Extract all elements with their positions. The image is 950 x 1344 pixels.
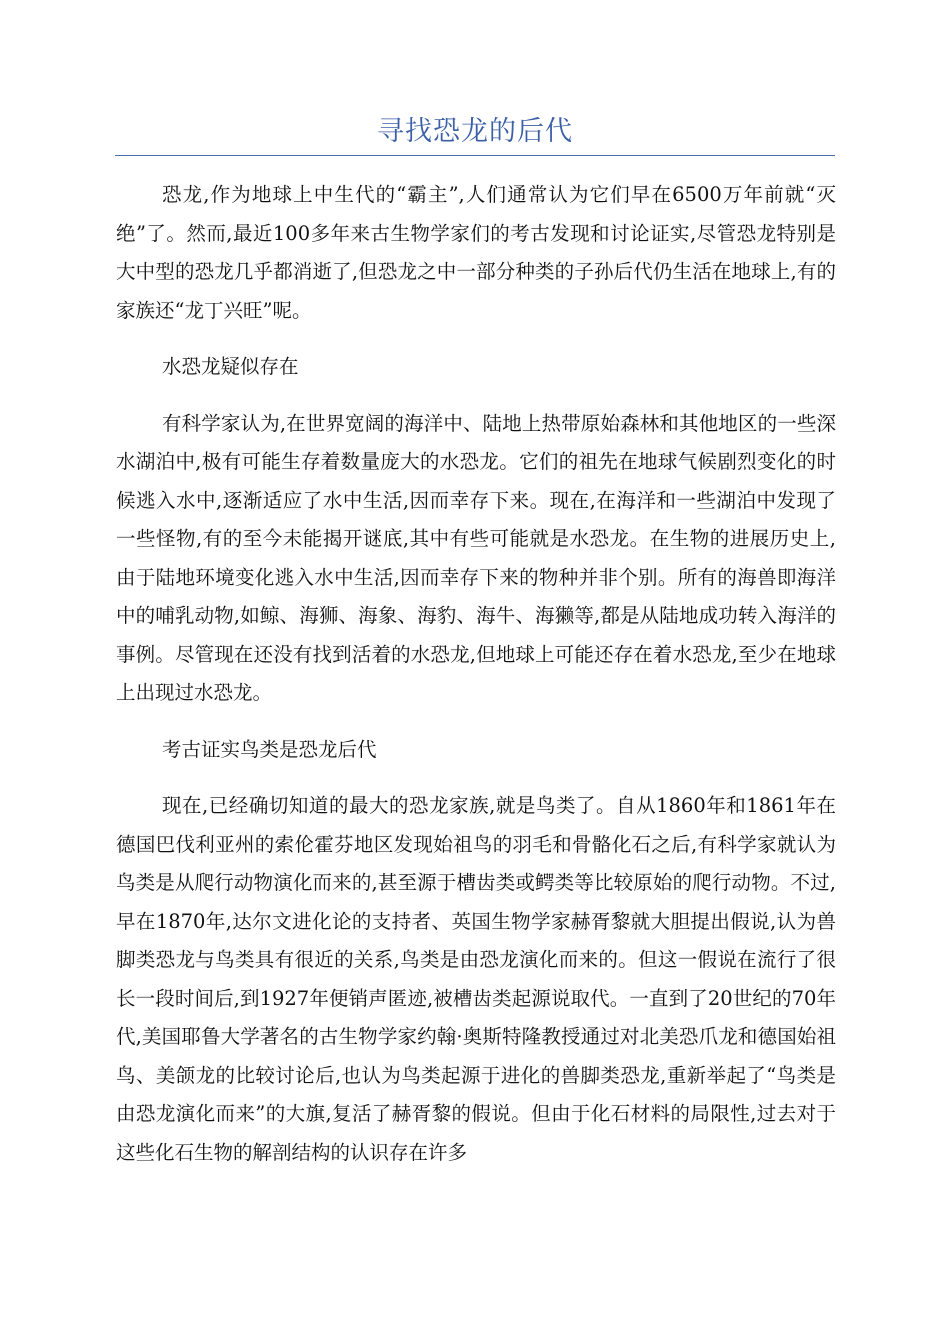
title-underline (115, 155, 835, 156)
birds-paragraph: 现在,已经确切知道的最大的恐龙家族,就是鸟类了。自从1860年和1861年在德国巴伐利亚州的索伦霍芬地区发现始祖鸟的羽毛和骨骼化石之后,有科学家就认为鸟类是从爬行动物演化而来的,甚至源于槽齿类或鳄类等比较原始的爬行动物。不过,早在1870年,达尔文进化论的支持者、英国生物学家赫胥黎就大胆提出假说,认为兽脚类恐龙与鸟类具有很近的关系,鸟类是由恐龙演化而来的。但这一假说在流行了很长一段时间后,到1927年便销声匿迹,被槽齿类起源说取代。一直到了20世纪的70年代,美国耶鲁大学著名的古生物学家约翰·奥斯特隆教授通过对北美恐爪龙和德国始祖鸟、美颌龙的比较讨论后,也认为鸟类起源于进化的兽脚类恐龙,重新举起了“鸟类是由恐龙演化而来”的大旗,复活了赫胥黎的假说。但由于化石材料的局限性,过去对于这些化石生物的解剖结构的认识存在许多 (116, 794, 836, 1164)
section-heading-birds: 考古证实鸟类是恐龙后代 (162, 737, 377, 761)
section-heading-water-dinosaur: 水恐龙疑似存在 (162, 355, 299, 378)
document-title: 寻找恐龙的后代 (377, 116, 573, 147)
document-body (116, 176, 836, 1190)
water-dinosaur-paragraph: 有科学家认为,在世界宽阔的海洋中、陆地上热带原始森林和其他地区的一些深水湖泊中,极有可能生存着数量庞大的水恐龙。它们的祖先在地球气候剧烈变化的时候逃入水中,逐渐适应了水中生活,因而幸存下来。现在,在海洋和一些湖泊中发现了一些怪物,有的至今未能揭开谜底,其中有些可能就是水恐龙。在生物的进展历史上,由于陆地环境变化逃入水中生活,因而幸存下来的物种并非个别。所有的海兽即海洋中的哺乳动物,如鲸、海狮、海象、海豹、海牛、海獭等,都是从陆地成功转入海洋的事例。尽管现在还没有找到活着的水恐龙,但地球上可能还存在着水恐龙,至少在地球上出现过水恐龙。 (116, 411, 836, 704)
intro-paragraph: 恐龙,作为地球上中生代的“霸主”,人们通常认为它们早在6500万年前就“灭绝”了。然而,最近100多年来古生物学家们的考古发现和讨论证实,尽管恐龙特别是大中型的恐龙几乎都消逝了,但恐龙之中一部分种类的子孙后代仍生活在地球上,有的家族还“龙丁兴旺”呢。 (116, 183, 836, 322)
